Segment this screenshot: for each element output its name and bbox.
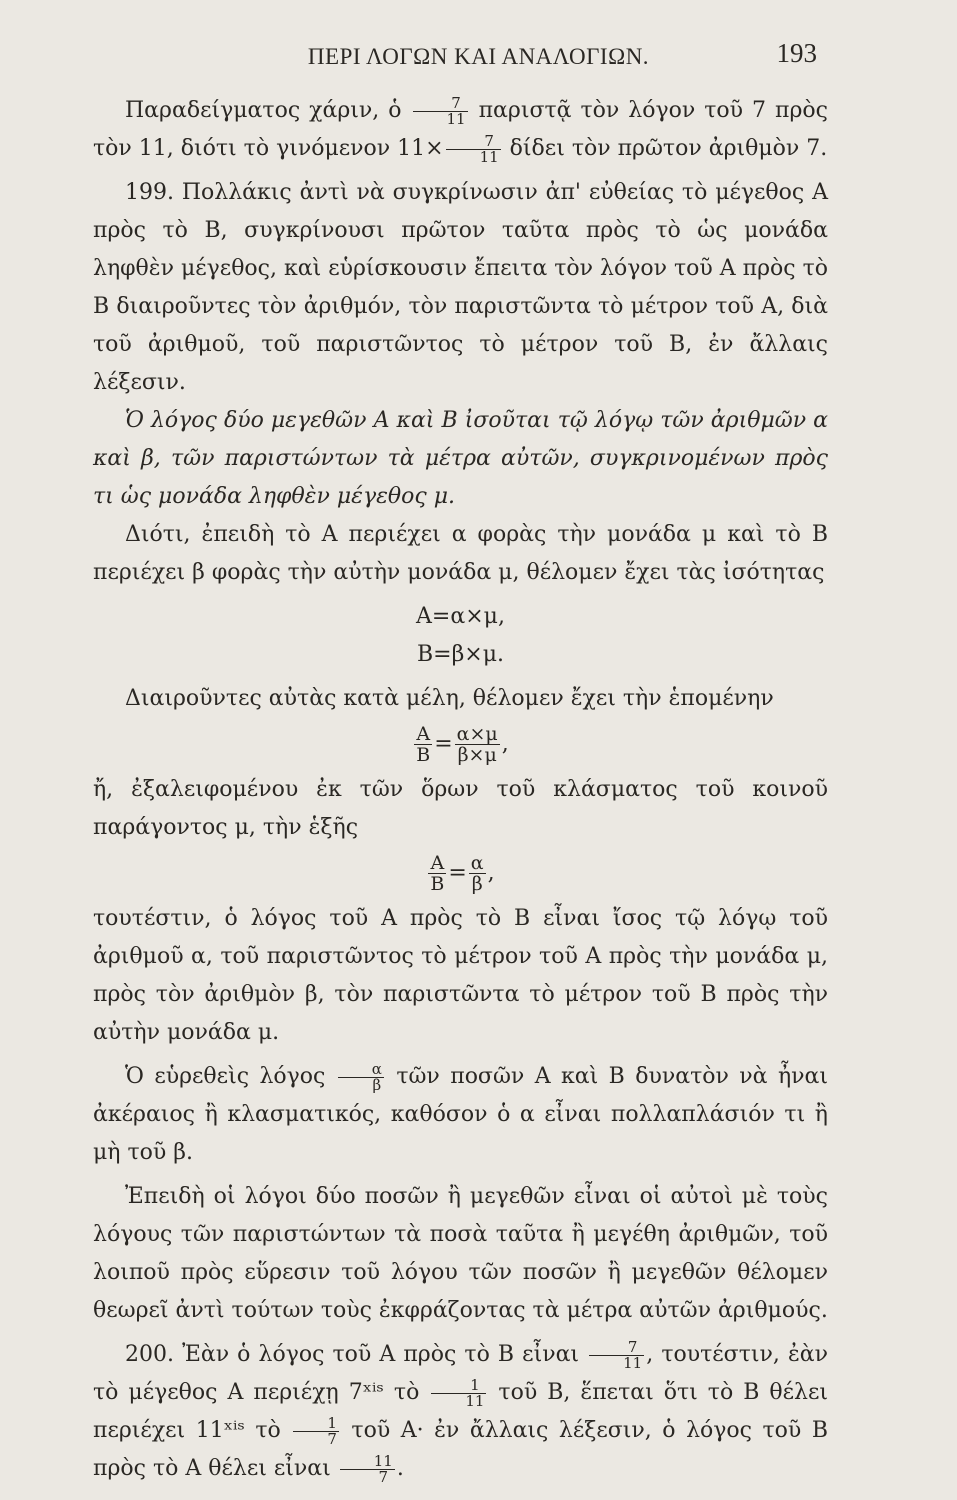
paragraph-divide: Διαιροῦντες αὐτὰς κατὰ μέλη, θέλομεν ἔχει τὴν ἑπομένην: [125, 686, 774, 711]
fraction: $\frac{\alpha}{\beta}$: [470, 852, 484, 895]
paragraph-200: 200. Ἐὰν ὁ λόγος τοῦ A πρὸς τὸ B εἶναι $\frac{7}{11}$ , τουτέστιν, ἐὰν τὸ μέγεθος A περιέχῃ 7ˣⁱˢ τὸ $\frac{1}{11}$ τοῦ B, ἕπεται ὅτι τὸ B θέλει περιέχει 11ˣⁱˢ τὸ $\frac{1}{7}$ τοῦ A· ἐν ἄλλαις λέξεσιν, ὁ λόγος τοῦ B πρὸς τὸ A θέλει εἶναι $\frac{11}{7}$ .: [93, 1337, 829, 1486]
fraction: $\frac{\alpha\times\mu}{\beta\times\mu}$: [456, 723, 498, 766]
fraction: $\frac{A}{B}$: [416, 723, 431, 766]
paragraph-since: Ἐπειδὴ οἱ λόγοι δύο ποσῶν ἢ μεγεθῶν εἶναι οἱ αὐτοὶ μὲ τοὺς λόγους τῶν παριστώντων τὰ ποσὰ ταῦτα ἢ μεγέθη ἀριθμῶν, τοῦ λοιποῦ πρὸς εὕρεσιν τοῦ λόγου τῶν ποσῶν ἢ μεγεθῶν θέλομεν θεωρεῖ ἀντὶ τούτων τοὺς ἐκφράζοντας τὰ μέτρα αὐτῶν ἀριθμούς.: [93, 1184, 828, 1323]
fraction: $\frac{A}{B}$: [430, 852, 445, 895]
fraction: $\frac{\alpha}{\beta}$: [338, 1062, 384, 1093]
equation-b: B=β×μ.: [416, 642, 505, 667]
page-number: 193: [776, 38, 817, 68]
paragraph-example: Παραδείγματος χάριν, ὁ $\frac{7}{11}$ παριστᾷ τὸν λόγον τοῦ 7 πρὸς τὸν 11, διότι τὸ γινόμενον 11× $\frac{7}{11}$ δίδει τὸν πρῶτον ἀριθμὸν 7.: [93, 93, 828, 166]
equation-ratio: $\frac{A}{B}$ = $\frac{\alpha}{\beta}$ ,: [430, 852, 495, 895]
theorem-statement: Ὁ λόγος δύο μεγεθῶν A καὶ B ἰσοῦται τῷ λόγῳ τῶν ἀριθμῶν α καὶ β, τῶν παριστώντων τὰ μέτρα αὐτῶν, συγκρινομένων πρὸς τι ὡς μονάδα ληφθὲν μέγεθος μ.: [93, 408, 828, 509]
page-header: [0, 38, 957, 78]
fraction: $\frac{11}{7}$: [340, 1454, 395, 1485]
paragraph-integer: Ὁ εὑρεθεὶς λόγος $\frac{\alpha}{\beta}$ τῶν ποσῶν A καὶ B δυνατὸν νὰ ἦναι ἀκέραιος ἢ κλασματικός, καθόσον ὁ α εἶναι πολλαπλάσιόν τι ἢ μὴ τοῦ β.: [93, 1059, 828, 1165]
fraction: $\frac{1}{11}$: [431, 1378, 486, 1409]
paragraph-meaning: τουτέστιν, ὁ λόγος τοῦ A πρὸς τὸ B εἶναι ἴσος τῷ λόγῳ τοῦ ἀριθμοῦ α, τοῦ παριστῶντος τὸ μέτρον τοῦ A πρὸς τὴν μονάδα μ, πρὸς τὸν ἀριθμὸν β, τὸν παριστῶντα τὸ μέτρον τοῦ B πρὸς τὴν αὐτὴν μονάδα μ.: [93, 906, 828, 1045]
fraction: $\frac{7}{11}$: [446, 134, 501, 165]
paragraph-proof: Διότι, ἐπειδὴ τὸ A περιέχει α φορὰς τὴν μονάδα μ καὶ τὸ B περιέχει β φορὰς τὴν αὐτὴν μονάδα μ, θέλομεν ἔχει τὰς ἰσότητας: [93, 522, 828, 585]
paragraph-eliminate: ἤ, ἐξαλειφομένου ἐκ τῶν ὅρων τοῦ κλάσματος τοῦ κοινοῦ παράγοντος μ, τὴν ἑξῆς: [93, 777, 828, 840]
equation-ratio-mu: $\frac{A}{B}$ = $\frac{\alpha\times\mu}{\beta\times\mu}$ ,: [416, 723, 509, 766]
paragraph-199: 199. Πολλάκις ἀντὶ νὰ συγκρίνωσιν ἀπ' εὐθείας τὸ μέγεθος A πρὸς τὸ B, συγκρίνουσι πρῶτον ταῦτα πρὸς τὸ ὡς μονάδα ληφθὲν μέγεθος, καὶ εὑρίσκουσιν ἔπειτα τὸν λόγον τοῦ A πρὸς τὸ B διαιροῦντες τὸν ἀριθμόν, τὸν παριστῶντα τὸ μέτρον τοῦ A, διὰ τοῦ ἀριθμοῦ, τοῦ παριστῶντος τὸ μέτρον τοῦ B, ἐν ἄλλαις λέξεσιν.: [93, 180, 829, 395]
equation-a: A=α×μ,: [416, 604, 505, 629]
fraction: $\frac{7}{11}$: [413, 96, 468, 127]
fraction: $\frac{7}{11}$: [589, 1340, 644, 1371]
running-title: ΠΕΡΙ ΛΟΓΩΝ ΚΑΙ ΑΝΑΛΟΓΙΩΝ.: [307, 44, 650, 69]
page-body: [93, 92, 828, 1488]
fraction: $\frac{1}{7}$: [293, 1416, 339, 1447]
